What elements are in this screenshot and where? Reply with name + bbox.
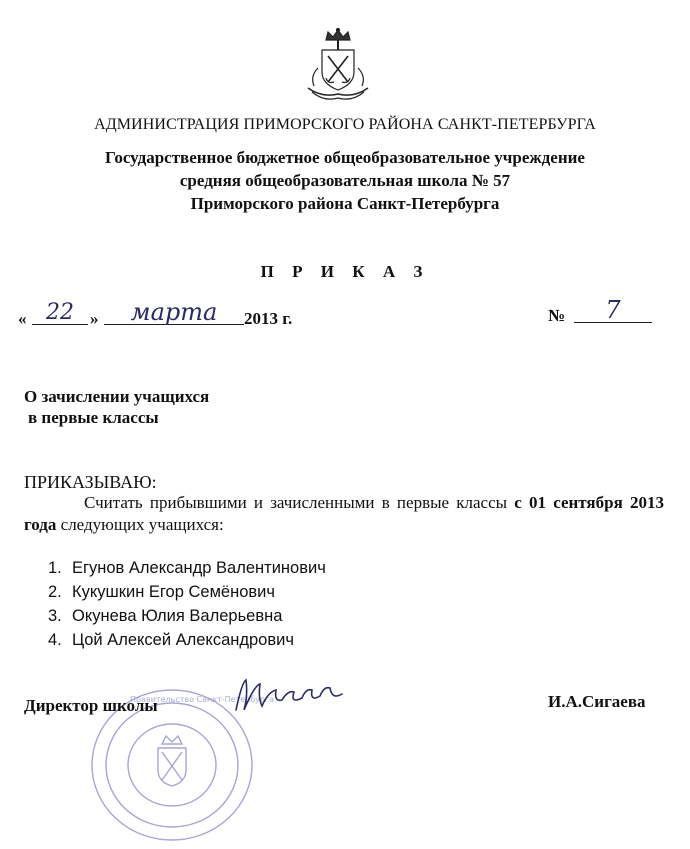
date-close-quote: » <box>90 309 99 328</box>
students-list <box>48 556 326 652</box>
date-year: 2013 г. <box>244 309 293 328</box>
svg-text:Правительство Санкт-Петербурга: Правительство Санкт-Петербурга <box>130 695 275 704</box>
date-month: марта <box>104 298 244 325</box>
date-open-quote: « <box>18 309 27 328</box>
orders-heading: ПРИКАЗЫВАЮ: <box>24 472 157 492</box>
subject <box>24 386 209 428</box>
institution-line-2: средняя общеобразовательная школа № 57 <box>179 171 511 190</box>
list-item: 2. Кукушкин Егор Семёнович <box>48 583 275 601</box>
city-emblem-icon <box>298 28 378 106</box>
subject-line-1: О зачислении учащихся <box>24 387 210 406</box>
director-title: Директор школы <box>24 696 158 715</box>
administration-heading: АДМИНИСТРАЦИЯ ПРИМОРСКОГО РАЙОНА САНКТ-ПЕТЕРБУРГА <box>94 116 596 133</box>
order-paragraph <box>24 492 664 536</box>
number-value: 7 <box>574 296 652 323</box>
list-item: 4. Цой Алексей Александрович <box>48 631 294 649</box>
list-item: 1. Егунов Александр Валентинович <box>48 559 326 577</box>
institution-line-1: Государственное бюджетное общеобразовательное учреждение <box>105 148 585 167</box>
director-name: И.А.Сигаева <box>548 692 646 711</box>
document-title: П Р И К А З <box>260 262 430 281</box>
list-item: 3. Окунева Юлия Валерьевна <box>48 607 283 625</box>
date-day: 22 <box>32 300 88 325</box>
order-text-bold: с 01 сентября 2013 года <box>24 493 664 534</box>
order-text-part2: следующих учащихся: <box>60 515 224 534</box>
number-label: № <box>548 306 566 325</box>
order-text-part1: Считать прибывшими и зачисленными в первые классы <box>84 493 508 512</box>
date-line <box>18 296 678 330</box>
handwritten-signature <box>232 676 352 716</box>
subject-line-2: в первые классы <box>28 408 159 427</box>
institution-line-3: Приморского района Санкт-Петербурга <box>190 194 500 213</box>
